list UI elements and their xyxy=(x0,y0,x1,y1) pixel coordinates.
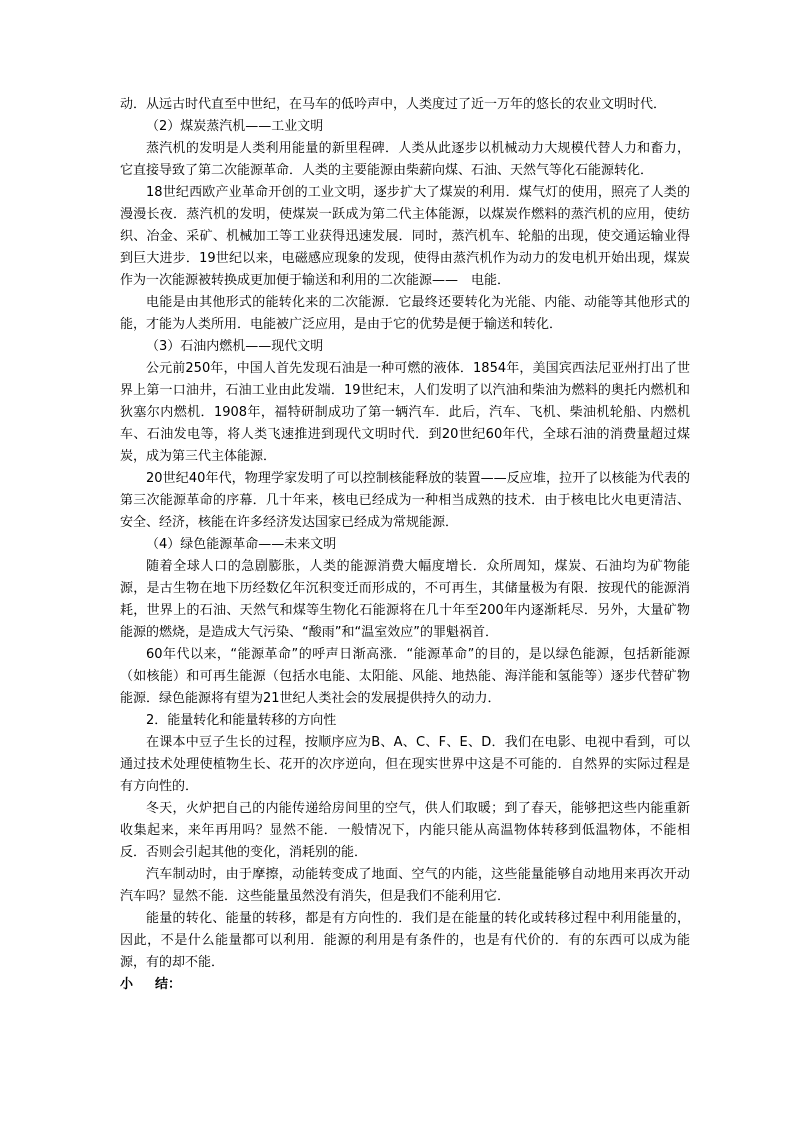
document-page xyxy=(120,94,690,996)
section-heading-direction: 2．能量转化和能量转移的方向性 xyxy=(146,713,337,728)
summary-label-left: 小 xyxy=(120,977,134,992)
section-heading-green-energy: （4）绿色能源革命——未来文明 xyxy=(146,537,337,552)
paragraph-nuclear: 20世纪40年代，物理学家发明了可以控制核能释放的装置——反应堆，拉开了以核能为代表的第三次能源革命的序幕．几十年来，核电已经成为一种相当成熟的技术．由于核电比火电更清洁、安全、经济，核能在许多经济发达国家已经成为常规能源． xyxy=(120,471,690,530)
paragraph-conclusion: 能量的转化、能量的转移，都是有方向性的．我们是在能量的转化或转移过程中利用能量的，因此，不是什么能量都可以利用．能源的利用是有条件的，也是有代价的．有的东西可以成为能源，有的却不能． xyxy=(120,911,690,970)
paragraph-car-braking: 汽车制动时，由于摩擦，动能转变成了地面、空气的内能，这些能量能够自动地用来再次开动汽车吗？显然不能．这些能量虽然没有消失，但是我们不能利用它． xyxy=(120,867,690,904)
paragraph-steam-engine: 蒸汽机的发明是人类利用能量的新里程碑．人类从此逐步以机械动力大规模代替人力和畜力，它直接导致了第二次能源革命．人类的主要能源由柴薪向煤、石油、天然气等化石能源转化． xyxy=(120,141,690,178)
paragraph-bean-growth: 在课本中豆子生长的过程，按顺序应为B、A、C、F、E、D．我们在电影、电视中看到，可以通过技术处理使植物生长、花开的次序逆向，但在现实世界中这是不可能的．自然界的实际过程是有方向性的． xyxy=(120,735,690,794)
summary-heading xyxy=(120,974,690,996)
paragraph-mineral-energy: 随着全球人口的急剧膨胀，人类的能源消费大幅度增长．众所周知，煤炭、石油均为矿物能源，是古生物在地下历经数亿年沉积变迁而形成的，不可再生，其储量极为有限．按现代的能源消耗，世界上的石油、天然气和煤等生物化石能源将在几十年至200年内逐渐耗尽．另外，大量矿物能源的燃烧，是造成大气污染、“酸雨”和“温室效应”的罪魁祸首． xyxy=(120,559,690,640)
paragraph-energy-revolution: 60年代以来，“能源革命”的呼声日渐高涨．“能源革命”的目的，是以绿色能源，包括新能源（如核能）和可再生能源（包括水电能、太阳能、风能、地热能、海洋能和氢能等）逐步代替矿物能源．绿色能源将有望为21世纪人类社会的发展提供持久的动力． xyxy=(120,647,690,706)
paragraph-industrial-revolution: 18世纪西欧产业革命开创的工业文明，逐步扩大了煤炭的利用．煤气灯的使用，照亮了人类的漫漫长夜．蒸汽机的发明，使煤炭一跃成为第二代主体能源，以煤炭作燃料的蒸汽机的应用，使纺织、冶金、采矿、机械加工等工业获得迅速发展．同时，蒸汽机车、轮船的出现，使交通运输业得到巨大进步．19世纪以来，电磁感应现象的发现，使得由蒸汽机作为动力的发电机开始出现，煤炭作为一次能源被转换成更加便于输送和利用的二次能源—— 电能． xyxy=(120,185,690,288)
paragraph-continuation: 动．从远古时代直至中世纪，在马车的低吟声中，人类度过了近一万年的悠长的农业文明时代． xyxy=(120,97,667,112)
paragraph-electric-energy: 电能是由其他形式的能转化来的二次能源．它最终还要转化为光能、内能、动能等其他形式的能，才能为人类所用．电能被广泛应用，是由于它的优势是便于输送和转化． xyxy=(120,295,690,332)
section-heading-coal-steam: （2）煤炭蒸汽机——工业文明 xyxy=(146,119,324,134)
paragraph-stove: 冬天，火炉把自己的内能传递给房间里的空气，供人们取暖；到了春天，能够把这些内能重新收集起来，来年再用吗？显然不能．一般情况下，内能只能从高温物体转移到低温物体，不能相反．否则会引起其他的变化，消耗别的能． xyxy=(120,801,690,860)
paragraph-oil-history: 公元前250年，中国人首先发现石油是一种可燃的液体．1854年，美国宾西法尼亚州打出了世界上第一口油井，石油工业由此发端．19世纪末，人们发明了以汽油和柴油为燃料的奥托内燃机和狄塞尔内燃机．1908年，福特研制成功了第一辆汽车．此后，汽车、飞机、柴油机轮船、内燃机车、石油发电等，将人类飞速推进到现代文明时代．到20世纪60年代，全球石油的消费量超过煤炭，成为第三代主体能源． xyxy=(120,361,690,464)
summary-label-right: 结： xyxy=(155,977,182,992)
section-heading-oil-engine: （3）石油内燃机——现代文明 xyxy=(146,339,324,354)
